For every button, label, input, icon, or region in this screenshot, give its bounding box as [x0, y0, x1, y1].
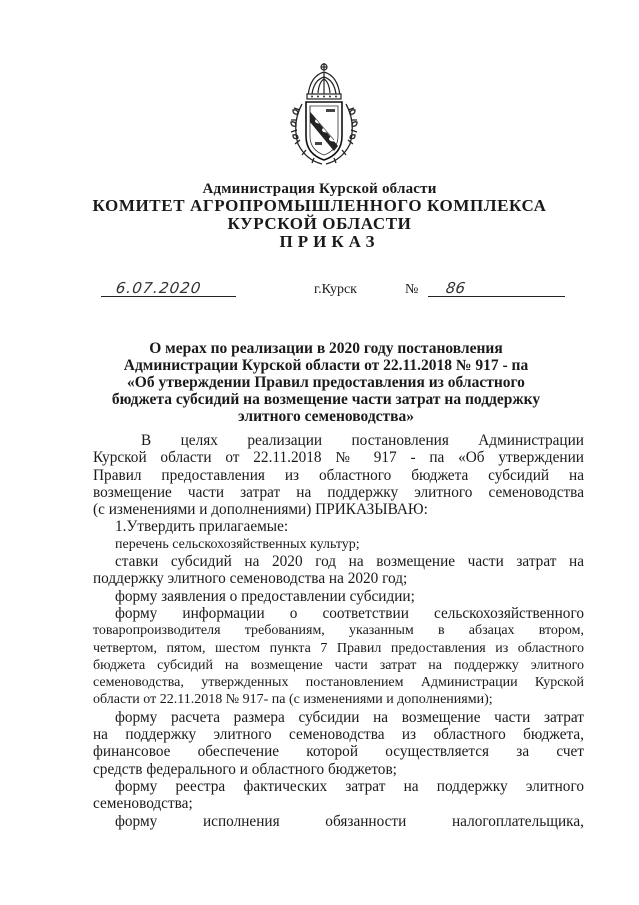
- administration-name: Администрация Курской области: [202, 181, 437, 197]
- committee-name: КОМИТЕТ АГРОПРОМЫШЛЕННОГО КОМПЛЕКСА: [92, 196, 547, 215]
- body-line: возмещение части затрат на поддержку элитного семеноводства: [93, 483, 584, 501]
- list-item: форму реестра фактических затрат на поддержку элитного: [115, 777, 584, 795]
- title-line: Администрации Курской области от 22.11.2018 № 917 - па: [123, 357, 529, 374]
- list-item-cont: семеноводства;: [93, 795, 193, 813]
- list-item-cont: на поддержку элитного семеноводства из областного бюджета,: [93, 726, 584, 744]
- list-item: форму информации о соответствии сельскохозяйственного: [115, 604, 584, 622]
- list-item-cont: финансовое обеспечение которой осуществляется за счет: [93, 743, 584, 761]
- list-item: форму заявления о предоставлении субсидии;: [115, 587, 415, 605]
- city: г.Курск: [314, 282, 357, 297]
- order-number: 86: [444, 279, 467, 297]
- list-item-cont: поддержку элитного семеноводства на 2020 год;: [93, 570, 408, 588]
- list-item: перечень сельскохозяйственных культур;: [115, 536, 360, 552]
- list-item-cont: средств федерального и областного бюджетов;: [93, 760, 397, 778]
- list-item: форму расчета размера субсидии на возмещение части затрат: [115, 708, 584, 726]
- list-item: ставки субсидий на 2020 год на возмещение части затрат на: [115, 553, 584, 571]
- order-title: [86, 340, 566, 425]
- list-item-cont: четвертом, пятом, шестом пункта 7 Правил предоставления из областного: [93, 640, 584, 656]
- title-line: «Об утверждении Правил предоставления из областного: [127, 374, 525, 391]
- order-body: [93, 432, 584, 830]
- item-1: 1.Утвердить прилагаемые:: [115, 518, 289, 536]
- date-underline: [101, 296, 236, 297]
- list-item-cont: товаропроизводителя требованиям, указанным в абзацах втором,: [93, 623, 584, 639]
- title-line: О мерах по реализации в 2020 году постановления: [149, 340, 503, 357]
- list-item-cont: бюджета субсидий на возмещение части затрат на поддержку элитного: [93, 657, 584, 673]
- region-name: КУРСКОЙ ОБЛАСТИ: [227, 214, 412, 233]
- number-sign: №: [405, 282, 419, 297]
- title-line: элитного семеноводства»: [237, 408, 415, 425]
- title-line: бюджета субсидий на возмещение части затрат на поддержку: [111, 391, 541, 408]
- body-line: В целях реализации постановления Администрации: [141, 432, 584, 449]
- body-line: Правил предоставления из областного бюджета субсидий на: [93, 466, 584, 484]
- coat-of-arms-emblem: [288, 60, 360, 170]
- order-date: 6.07.2020: [114, 279, 203, 297]
- list-item-cont: семеноводства, утвержденных постановлением Администрации Курской: [93, 675, 584, 691]
- list-item-cont: области от 22.11.2018 № 917- па (с изменениями и дополнениями);: [93, 692, 493, 708]
- document-type: ПРИКАЗ: [279, 232, 380, 251]
- number-underline: [428, 296, 565, 297]
- body-line: Курской области от 22.11.2018 № 917 - па «Об утверждении: [93, 449, 584, 467]
- body-line: (с изменениями и дополнениями) ПРИКАЗЫВАЮ:: [93, 501, 428, 519]
- list-item: форму исполнения обязанности налогоплательщика,: [115, 812, 584, 830]
